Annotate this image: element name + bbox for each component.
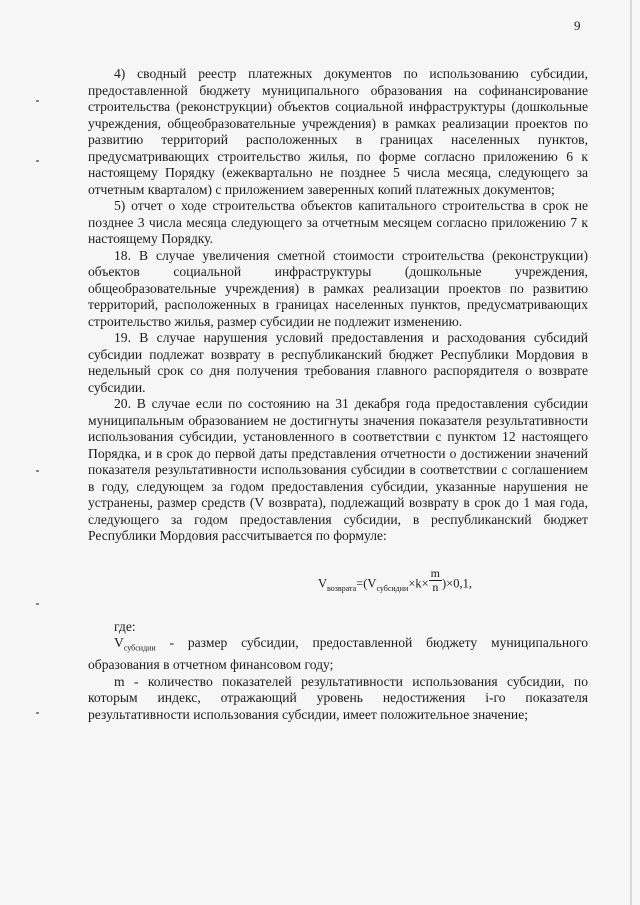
- paragraph-19: 19. В случае нарушения условий предоставления и расходования субсидий субсидии подлежат возврату в республиканский бюджет Республики Мордовия в недельный срок со дня получения требования главного распорядителя о возврате субсидии.: [88, 330, 588, 395]
- formula-lhs-var: V: [318, 575, 328, 590]
- formula-rhs-sub: субсидии: [376, 583, 409, 593]
- scan-mark: [36, 160, 39, 162]
- fraction-numerator: m: [430, 565, 441, 580]
- formula-eq-open: =(V: [356, 575, 377, 590]
- page-number: 9: [574, 18, 581, 33]
- scan-mark: [36, 603, 39, 605]
- definition-text: - размер субсидии, предоставленной бюджету муниципального образования в отчетном финансовом году;: [88, 635, 588, 673]
- formula-tail: )×0,1,: [442, 575, 472, 590]
- formula-fraction: [429, 567, 442, 594]
- scan-mark: [36, 100, 39, 102]
- definition-sub: субсидии: [123, 643, 156, 653]
- paragraph-item-5: 5) отчет о ходе строительства объектов капитального строительства в срок не позднее 3 числа месяца следующего за отчетным месяцем согласно приложению 7 к настоящему Порядку.: [88, 198, 588, 246]
- where-label: где:: [114, 618, 136, 634]
- paragraph-20: 20. В случае если по состоянию на 31 декабря года предоставления субсидии муниципальным образованием не достигнуты значения показателя результативности использования субсидии, установленного в соответствии с пунктом 12 настоящего Порядка, и в срок до первой даты представления отчетности о достижении значений показателя результативности использования субсидии в соответствии с соглашением в году, следующем за годом предоставления субсидии, указанные нарушения не устранены, размер средств (V возврата), подлежащий возврату в срок до 1 мая года, следующего за годом предоставления субсидии, в республиканский бюджет Республики Мордовия рассчитывается по формуле:: [88, 396, 588, 543]
- definition-text: - количество показателей результативности использования субсидии, по которым индекс, отражающий уровень недостижения i-го показателя результативности использования субсидии, имеет положительное значение;: [88, 673, 588, 722]
- formula-lhs-sub: возврата: [327, 583, 357, 593]
- scan-mark: [36, 470, 39, 472]
- paragraph-item-4: 4) сводный реестр платежных документов по использованию субсидии, предоставленной бюджету муниципального образования на софинансирование строительства (реконструкции) объектов социальной инфраструктуры (дошкольные учреждения, общеобразовательные учреждения) в рамках реализации проектов по развитию территорий расположенных в границах населенных пунктов, предусматривающих строительство жилья, по форме согласно приложению 6 к настоящему Порядку (ежеквартально не позднее 5 числа месяца, следующего за отчетным кварталом) с приложением заверенных копий платежных документов;: [88, 66, 588, 197]
- definition-m: [88, 674, 588, 724]
- scan-mark: [36, 712, 39, 714]
- definition-var: m: [114, 673, 125, 689]
- definition-v-subsidy: [88, 635, 588, 674]
- fraction-denominator: n: [432, 579, 439, 594]
- page-edge-shadow: [630, 0, 632, 905]
- refund-formula: [88, 545, 588, 617]
- definition-var: V: [114, 635, 124, 650]
- document-body: [88, 66, 588, 723]
- formula-mid: ×k×: [408, 575, 429, 590]
- paragraph-18: 18. В случае увеличения сметной стоимости строительства (реконструкции) объектов социальной инфраструктуры (дошкольные учреждения, общеобразовательные учреждения) в рамках реализации проектов по развитию территорий, расположенных в границах населенных пунктов, предусматривающих строительство жилья, размер субсидии не подлежит изменению.: [88, 247, 588, 329]
